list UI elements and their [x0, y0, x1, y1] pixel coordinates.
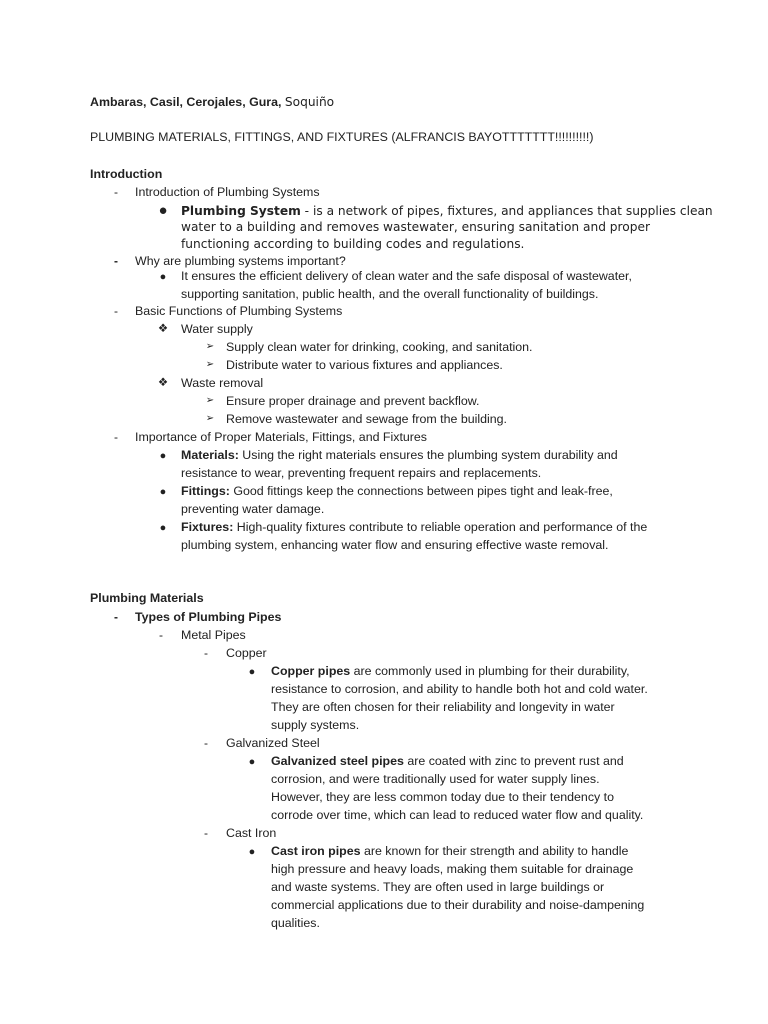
galvanized-text: are coated with zinc to prevent rust and: [403, 754, 624, 768]
waste-removal-label: Waste removal: [181, 376, 264, 390]
cast-iron-line-1: [271, 842, 628, 860]
cast-iron-line-5: qualities.: [271, 916, 320, 930]
cast-iron-term: Cast iron pipes: [271, 844, 361, 858]
why-heading: Why are plumbing systems important?: [135, 254, 346, 268]
cast-iron-line-4: commercial applications due to their durability and noise-dampening: [271, 898, 645, 912]
galvanized-line-4: corrode over time, which can lead to reduced water flow and quality.: [271, 808, 644, 822]
water-supply-item-1: Supply clean water for drinking, cooking, and sanitation.: [226, 340, 533, 354]
copper-line-2: resistance to corrosion, and ability to handle both hot and cold water.: [271, 682, 648, 696]
copper-label: Copper: [226, 646, 267, 660]
diamond-marker: ❖: [157, 323, 169, 335]
arrow-marker: ➢: [205, 359, 215, 370]
plumbing-system-term: Plumbing System: [181, 204, 301, 218]
introduction-heading: Introduction: [90, 167, 163, 181]
document-title: PLUMBING MATERIALS, FITTINGS, AND FIXTURES (ALFRANCIS BAYOTTTTTTT!!!!!!!!!!): [90, 130, 594, 144]
materials-text: Using the right materials ensures the plumbing system durability and: [238, 448, 618, 462]
cast-iron-line-2: high pressure and heavy loads, making them suitable for drainage: [271, 862, 634, 876]
bullet-marker: ●: [159, 522, 167, 534]
dash-marker: -: [114, 254, 118, 268]
dash-marker: -: [114, 610, 118, 624]
fittings-term: Fittings:: [181, 484, 230, 498]
galvanized-term: Galvanized steel pipes: [271, 754, 404, 768]
dash-marker: -: [204, 646, 208, 660]
galvanized-line-3: However, they are less common today due to their tendency to: [271, 790, 614, 804]
dash-marker: -: [114, 185, 118, 199]
plumbing-materials-heading: Plumbing Materials: [90, 591, 204, 605]
dash-marker: -: [204, 736, 208, 750]
authors-line: [90, 93, 334, 111]
copper-line-4: supply systems.: [271, 718, 360, 732]
metal-pipes-heading: Metal Pipes: [181, 628, 246, 642]
authors-bold: Ambaras, Casil, Cerojales, Gura,: [90, 95, 282, 109]
plumbing-system-line-3: functioning according to building codes and regulations.: [181, 237, 525, 251]
basic-functions-heading: Basic Functions of Plumbing Systems: [135, 304, 343, 318]
fixtures-text: High-quality fixtures contribute to reliable operation and performance of the: [233, 520, 648, 534]
dash-marker: -: [204, 826, 208, 840]
types-heading: Types of Plumbing Pipes: [135, 610, 282, 624]
water-supply-label: Water supply: [181, 322, 253, 336]
galvanized-line-1: [271, 752, 624, 770]
materials-line-1: [181, 446, 618, 464]
authors-normal: Soquiño: [284, 95, 335, 109]
fixtures-line-2: plumbing system, enhancing water flow and ensuring effective waste removal.: [181, 538, 609, 552]
waste-removal-item-2: Remove wastewater and sewage from the building.: [226, 412, 508, 426]
cast-iron-line-3: and waste systems. They are often used in large buildings or: [271, 880, 605, 894]
systems-heading: Introduction of Plumbing Systems: [135, 185, 320, 199]
bullet-marker: ●: [248, 756, 256, 768]
copper-line-3: They are often chosen for their reliability and longevity in water: [271, 700, 615, 714]
arrow-marker: ➢: [205, 395, 215, 406]
arrow-marker: ➢: [205, 341, 215, 352]
bullet-marker: ●: [159, 271, 167, 283]
bullet-marker: ●: [158, 202, 168, 219]
dash-marker: -: [159, 628, 163, 642]
dash-marker: -: [114, 304, 118, 318]
fixtures-term: Fixtures:: [181, 520, 234, 534]
galvanized-label: Galvanized Steel: [226, 736, 320, 750]
plumbing-system-text: - is a network of pipes, fixtures, and appliances that supplies clean: [300, 204, 713, 218]
diamond-marker: ❖: [157, 377, 169, 389]
galvanized-line-2: corrosion, and were traditionally used for water supply lines.: [271, 772, 600, 786]
bullet-marker: ●: [159, 450, 167, 462]
importance-heading: Importance of Proper Materials, Fittings, and Fixtures: [135, 430, 427, 444]
water-supply-item-2: Distribute water to various fixtures and appliances.: [226, 358, 503, 372]
bullet-marker: ●: [248, 846, 256, 858]
why-line-1: It ensures the efficient delivery of clean water and the safe disposal of wastewater,: [181, 269, 632, 283]
fixtures-line-1: [181, 518, 647, 536]
plumbing-system-line-2: water to a building and removes wastewater, ensuring sanitation and proper: [181, 220, 650, 234]
materials-line-2: resistance to wear, preventing frequent repairs and replacements.: [181, 466, 542, 480]
bullet-marker: ●: [159, 486, 167, 498]
cast-iron-text: are known for their strength and ability to handle: [360, 844, 629, 858]
arrow-marker: ➢: [205, 413, 215, 424]
bullet-marker: ●: [248, 666, 256, 678]
why-line-2: supporting sanitation, public health, and the overall functionality of buildings.: [181, 287, 599, 301]
cast-iron-label: Cast Iron: [226, 826, 277, 840]
copper-term: Copper pipes: [271, 664, 351, 678]
materials-term: Materials:: [181, 448, 239, 462]
fittings-line-2: preventing water damage.: [181, 502, 325, 516]
fittings-text: Good fittings keep the connections between pipes tight and leak-free,: [229, 484, 613, 498]
fittings-line-1: [181, 482, 613, 500]
dash-marker: -: [114, 430, 118, 444]
copper-line-1: [271, 662, 630, 680]
waste-removal-item-1: Ensure proper drainage and prevent backflow.: [226, 394, 480, 408]
copper-text: are commonly used in plumbing for their durability,: [350, 664, 630, 678]
